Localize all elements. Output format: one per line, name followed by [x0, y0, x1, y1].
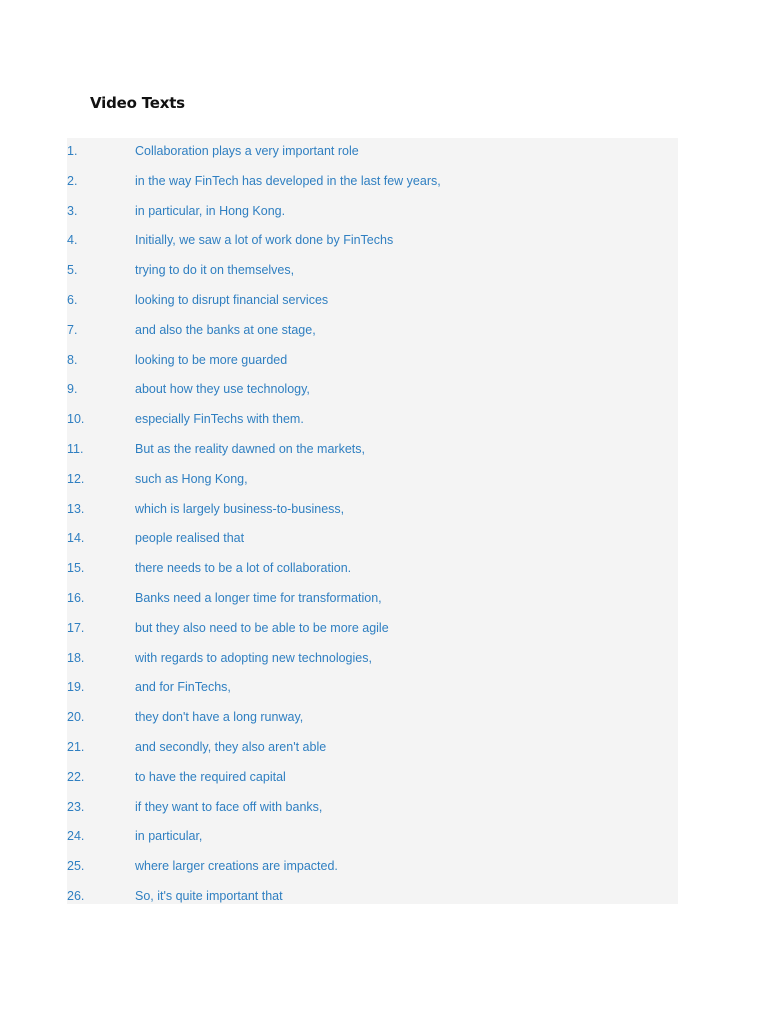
- line-number: 15.: [67, 561, 85, 576]
- line-text: Collaboration plays a very important role: [135, 144, 359, 158]
- line-text: So, it's quite important that: [135, 889, 283, 903]
- line-number: 18.: [67, 650, 85, 665]
- line-number: 19.: [67, 680, 85, 695]
- line-text: they don't have a long runway,: [135, 710, 304, 725]
- line-text: there needs to be a lot of collaboration.: [135, 561, 352, 576]
- transcript-line: [67, 823, 678, 853]
- line-number: 17.: [67, 620, 85, 635]
- line-text: But as the reality dawned on the markets,: [135, 442, 365, 456]
- transcript-line: [67, 794, 678, 824]
- line-number: 9.: [67, 382, 78, 397]
- transcript-line: [67, 674, 678, 704]
- line-number: 2.: [67, 173, 78, 188]
- line-text: to have the required capital: [135, 769, 286, 784]
- line-number: 24.: [67, 829, 85, 844]
- line-number: 13.: [67, 501, 85, 516]
- line-number: 7.: [67, 322, 78, 337]
- line-number: 14.: [67, 531, 85, 546]
- line-number: 20.: [67, 710, 85, 725]
- transcript-line: [67, 585, 678, 615]
- line-number: 1.: [67, 144, 78, 158]
- transcript-line: [67, 287, 678, 317]
- line-number: 8.: [67, 352, 78, 367]
- transcript-line: [67, 645, 678, 675]
- line-number: 23.: [67, 799, 85, 814]
- transcript-line: [67, 138, 678, 168]
- line-text: in the way FinTech has developed in the last few years,: [135, 173, 441, 188]
- transcript-line: [67, 466, 678, 496]
- line-text: if they want to face off with banks,: [135, 799, 323, 814]
- line-text: with regards to adopting new technologies,: [135, 650, 372, 665]
- line-number: 22.: [67, 769, 85, 784]
- transcript-line: [67, 764, 678, 794]
- line-text: looking to disrupt financial services: [135, 293, 329, 307]
- line-text: where larger creations are impacted.: [135, 859, 338, 874]
- line-text: in particular, in Hong Kong.: [135, 203, 286, 218]
- transcript-line: [67, 406, 678, 436]
- line-number: 11.: [67, 442, 84, 456]
- line-text: especially FinTechs with them.: [135, 412, 304, 427]
- transcript-line: [67, 615, 678, 645]
- line-number: 12.: [67, 471, 85, 486]
- line-number: 25.: [67, 859, 85, 874]
- line-text: such as Hong Kong,: [135, 471, 248, 486]
- line-number: 3.: [67, 203, 78, 218]
- transcript-line: [67, 436, 678, 466]
- line-number: 4.: [67, 233, 78, 248]
- transcript-line: [67, 883, 678, 913]
- transcript-line: [67, 704, 678, 734]
- line-text: about how they use technology,: [135, 382, 310, 397]
- line-text: but they also need to be able to be more agile: [135, 620, 389, 635]
- line-number: 16.: [67, 591, 85, 605]
- transcript-line: [67, 168, 678, 198]
- line-text: and secondly, they also aren't able: [135, 740, 327, 754]
- page-title: Video Texts: [90, 94, 185, 112]
- line-text: which is largely business-to-business,: [135, 501, 345, 516]
- transcript-line: [67, 317, 678, 347]
- transcript-line: [67, 496, 678, 526]
- line-number: 21.: [67, 740, 85, 754]
- line-text: looking to be more guarded: [135, 352, 288, 367]
- line-text: Banks need a longer time for transformation,: [135, 591, 382, 605]
- transcript-line: [67, 376, 678, 406]
- line-number: 10.: [67, 412, 85, 427]
- line-text: and for FinTechs,: [135, 680, 231, 695]
- transcript-line: [67, 853, 678, 883]
- line-text: trying to do it on themselves,: [135, 263, 295, 278]
- line-text: people realised that: [135, 531, 245, 546]
- line-number: 26.: [67, 889, 85, 903]
- line-text: in particular,: [135, 829, 203, 844]
- transcript-line: [67, 525, 678, 555]
- transcript-panel: [67, 138, 678, 904]
- line-number: 6.: [67, 293, 78, 307]
- line-text: and also the banks at one stage,: [135, 322, 316, 337]
- line-number: 5.: [67, 263, 78, 278]
- transcript-line: [67, 198, 678, 228]
- transcript-line: [67, 347, 678, 377]
- transcript-line: [67, 555, 678, 585]
- line-text: Initially, we saw a lot of work done by FinTechs: [135, 233, 394, 248]
- transcript-line: [67, 227, 678, 257]
- transcript-line: [67, 734, 678, 764]
- transcript-line: [67, 257, 678, 287]
